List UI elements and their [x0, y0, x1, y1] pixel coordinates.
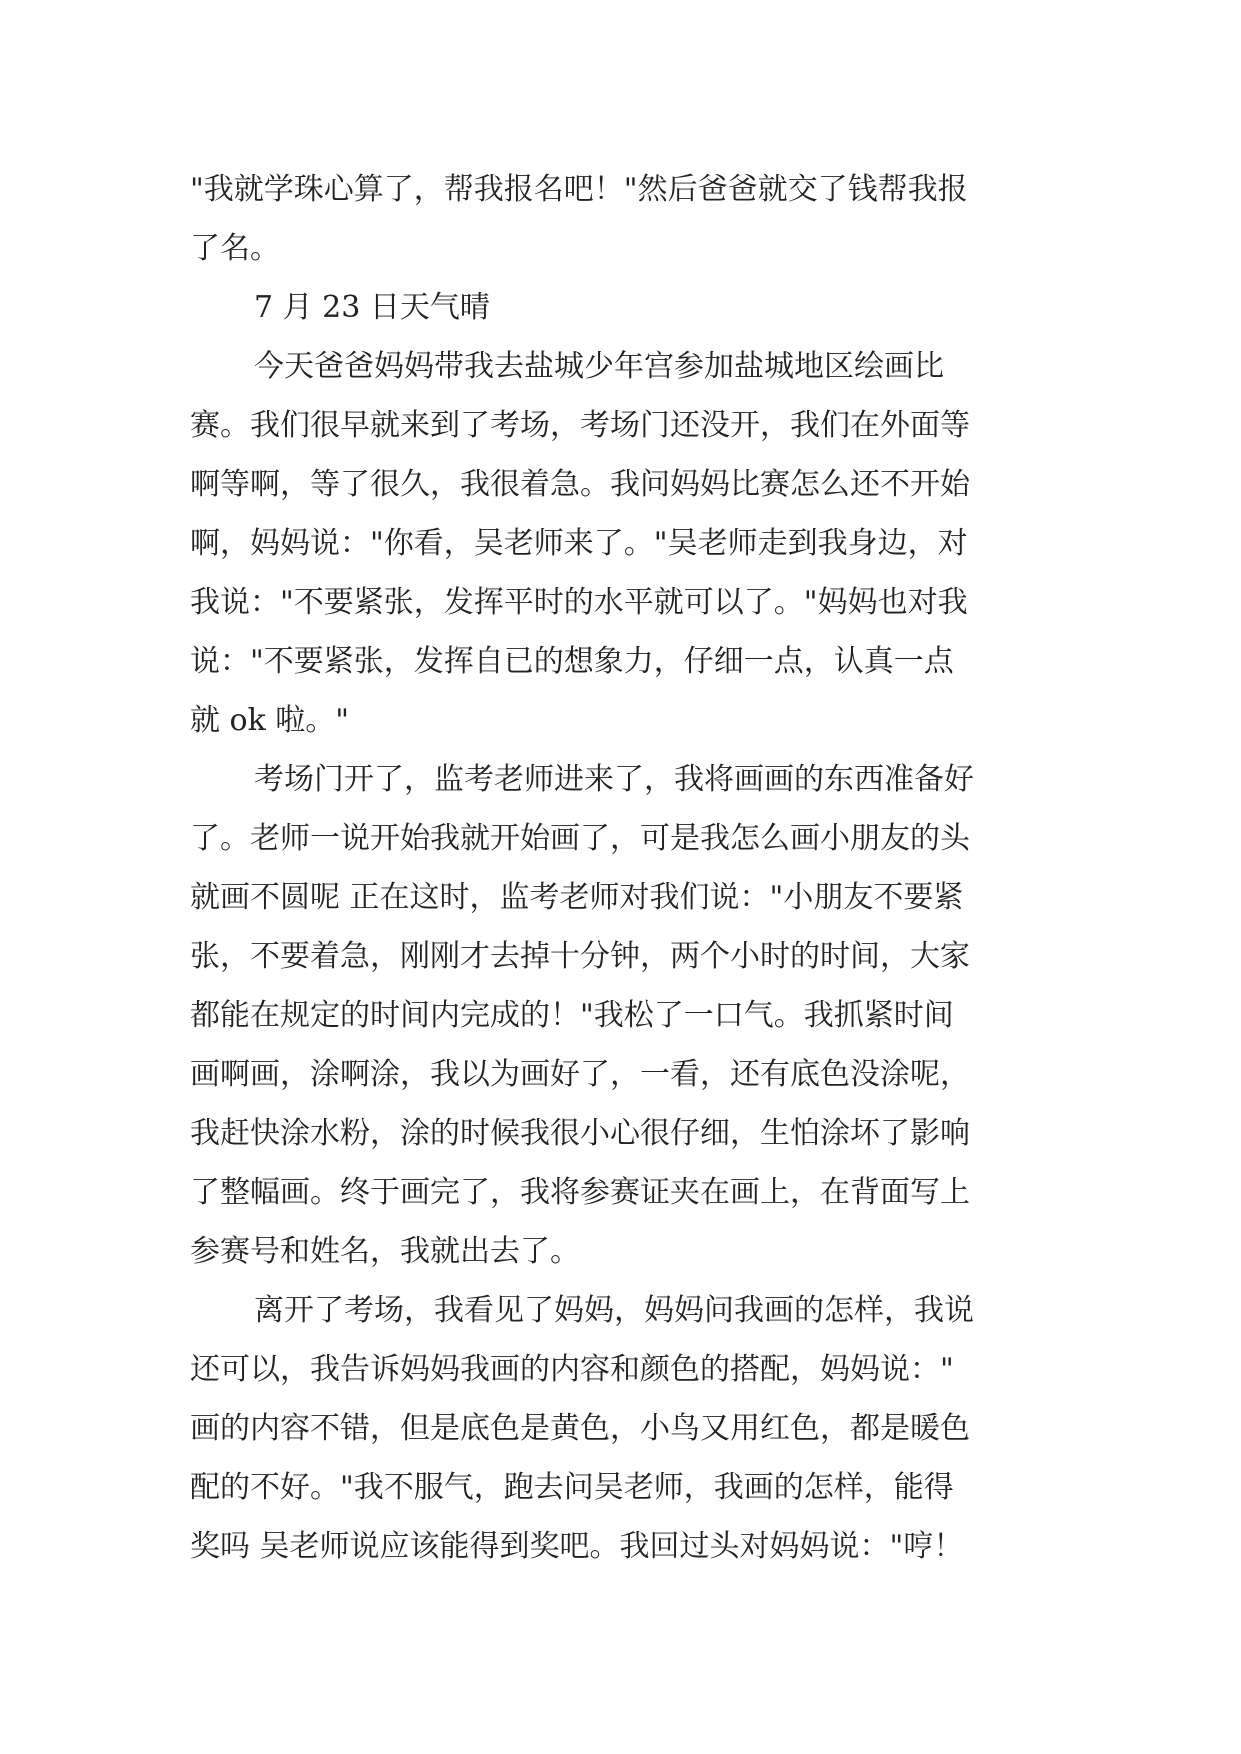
paragraph-start-line: 今天爸爸妈妈带我去盐城少年宫参加盐城地区绘画比: [254, 349, 944, 384]
text-line: 就画不圆呢 正在这时，监考老师对我们说："小朋友不要紧: [190, 880, 964, 915]
text-line: 都能在规定的时间内完成的！"我松了一口气。我抓紧时间: [190, 998, 954, 1033]
text-line: 配的不好。"我不服气，跑去问吴老师，我画的怎样，能得: [190, 1470, 954, 1505]
text-line: 啊等啊，等了很久，我很着急。我问妈妈比赛怎么还不开始: [190, 467, 970, 502]
text-line: 张，不要着急，刚刚才去掉十分钟，两个小时的时间，大家: [190, 939, 970, 974]
document-body: [190, 160, 1060, 1576]
text-line: 了名。: [190, 231, 280, 266]
text-line: 啊，妈妈说："你看，吴老师来了。"吴老师走到我身边，对: [190, 526, 968, 561]
text-line: 我赶快涂水粉，涂的时候我很小心很仔细，生怕涂坏了影响: [190, 1116, 970, 1151]
diary-date-heading: 7 月 23 日天气晴: [254, 290, 490, 325]
text-line: 奖吗 吴老师说应该能得到奖吧。我回过头对妈妈说："哼！: [190, 1529, 964, 1564]
text-line: "我就学珠心算了，帮我报名吧！"然后爸爸就交了钱帮我报: [190, 172, 968, 207]
text-line: 参赛号和姓名，我就出去了。: [190, 1234, 580, 1269]
paragraph-start-line: 考场门开了，监考老师进来了，我将画画的东西准备好: [254, 762, 974, 797]
text-line: 画的内容不错，但是底色是黄色，小鸟又用红色，都是暖色: [190, 1411, 970, 1446]
text-line: 我说："不要紧张，发挥平时的水平就可以了。"妈妈也对我: [190, 585, 968, 620]
text-line: 就 ok 啦。": [190, 703, 350, 738]
text-line: 说："不要紧张，发挥自已的想象力，仔细一点，认真一点: [190, 644, 954, 679]
text-line: 还可以，我告诉妈妈我画的内容和颜色的搭配，妈妈说：": [190, 1352, 954, 1387]
text-line: 画啊画，涂啊涂，我以为画好了，一看，还有底色没涂呢，: [190, 1057, 970, 1092]
text-line: 了。老师一说开始我就开始画了，可是我怎么画小朋友的头: [190, 821, 970, 856]
text-line: 了整幅画。终于画完了，我将参赛证夹在画上，在背面写上: [190, 1175, 970, 1210]
paragraph-start-line: 离开了考场，我看见了妈妈，妈妈问我画的怎样，我说: [254, 1293, 974, 1328]
text-line: 赛。我们很早就来到了考场，考场门还没开，我们在外面等: [190, 408, 970, 443]
